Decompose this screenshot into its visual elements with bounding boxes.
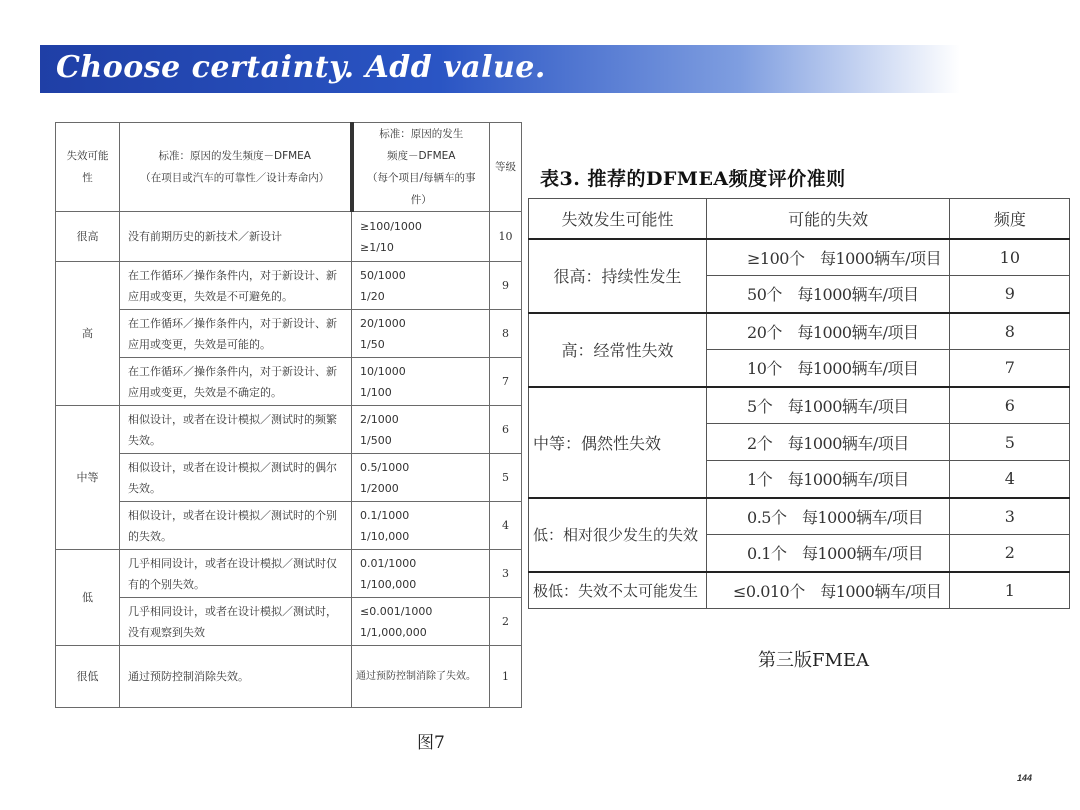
criteria-cell: 相似设计，或者在设计模拟／测试时的频繁失效。 xyxy=(120,406,352,454)
grade-cell: 7 xyxy=(490,358,522,406)
rate-value: 0.01/1000 xyxy=(360,556,417,570)
header-criteria-line1: 标准：原因的发生频度－DFMEA xyxy=(158,150,311,162)
rate-value: 1/10,000 xyxy=(360,529,410,543)
rate-value: 1/100,000 xyxy=(360,577,417,591)
rate-value: 1/1,000,000 xyxy=(360,625,427,639)
rate-cell xyxy=(352,550,490,598)
grade-cell: 8 xyxy=(490,310,522,358)
rate-cell xyxy=(352,502,490,550)
failure-cell: 2个 每1000辆车/项目 xyxy=(707,424,950,461)
grade-cell: 5 xyxy=(490,454,522,502)
header-likelihood: 失效可能性 xyxy=(56,123,120,212)
criteria-cell: 相似设计，或者在设计模拟／测试时的个别的失效。 xyxy=(120,502,352,550)
rate-cell xyxy=(352,646,490,708)
header-rate-line1: 标准：原因的发生 xyxy=(379,128,464,140)
rate-value: ≥1/10 xyxy=(360,240,394,254)
grade-cell: 9 xyxy=(490,262,522,310)
grade-cell: 1 xyxy=(490,646,522,708)
header-likelihood: 失效发生可能性 xyxy=(529,199,707,239)
page-number: 144 xyxy=(1017,773,1033,783)
category-very-high: 很高：持续性发生 xyxy=(529,239,707,313)
rate-value: 2/1000 xyxy=(360,412,399,426)
category-very-high: 很高 xyxy=(56,212,120,262)
failure-cell: 5个 每1000辆车/项目 xyxy=(707,387,950,424)
rank-cell: 8 xyxy=(950,313,1070,350)
criteria-cell: 在工作循环／操作条件内，对于新设计、新应用或变更，失效是不确定的。 xyxy=(120,358,352,406)
rank-cell: 3 xyxy=(950,498,1070,535)
category-low: 低：相对很少发生的失效 xyxy=(529,498,707,572)
figure-caption: 图7 xyxy=(417,733,445,753)
dfmea-occurrence-table-4th xyxy=(55,122,522,708)
criteria-cell: 在工作循环／操作条件内，对于新设计、新应用或变更，失效是可能的。 xyxy=(120,310,352,358)
header-rate xyxy=(352,123,490,212)
rank-cell: 2 xyxy=(950,535,1070,572)
header-failures: 可能的失效 xyxy=(707,199,950,239)
rate-value: 1/100 xyxy=(360,385,392,399)
failure-cell: 1个 每1000辆车/项目 xyxy=(707,461,950,498)
rate-cell xyxy=(352,262,490,310)
failure-cell: 20个 每1000辆车/项目 xyxy=(707,313,950,350)
category-medium: 中等 xyxy=(56,406,120,550)
rate-cell xyxy=(352,212,490,262)
rate-value: ≥100/1000 xyxy=(360,219,422,233)
grade-cell: 2 xyxy=(490,598,522,646)
rank-cell: 6 xyxy=(950,387,1070,424)
failure-cell: 0.1个 每1000辆车/项目 xyxy=(707,535,950,572)
criteria-cell: 几乎相同设计，或者在设计模拟／测试时仅有的个别失效。 xyxy=(120,550,352,598)
failure-cell: 0.5个 每1000辆车/项目 xyxy=(707,498,950,535)
rate-cell xyxy=(352,310,490,358)
grade-cell: 4 xyxy=(490,502,522,550)
grade-cell: 10 xyxy=(490,212,522,262)
rate-cell xyxy=(352,454,490,502)
rank-cell: 9 xyxy=(950,276,1070,313)
category-high: 高 xyxy=(56,262,120,406)
category-very-low: 很低 xyxy=(56,646,120,708)
header-rate-line3: （每个项目/每辆车的事件） xyxy=(366,172,476,206)
rank-cell: 1 xyxy=(950,572,1070,609)
rank-cell: 7 xyxy=(950,350,1070,387)
rate-cell xyxy=(352,598,490,646)
rate-value: 20/1000 xyxy=(360,316,406,330)
failure-cell: 50个 每1000辆车/项目 xyxy=(707,276,950,313)
category-low: 低 xyxy=(56,550,120,646)
rate-value: 0.1/1000 xyxy=(360,508,410,522)
rate-value: ≤0.001/1000 xyxy=(360,604,433,618)
header-rate-line2: 频度－DFMEA xyxy=(386,150,456,162)
rate-value: 0.5/1000 xyxy=(360,460,410,474)
rate-value: 1/500 xyxy=(360,433,392,447)
rate-value: 通过预防控制消除了失效。 xyxy=(356,671,476,682)
header-rank: 频度 xyxy=(950,199,1070,239)
grade-cell: 3 xyxy=(490,550,522,598)
category-medium: 中等：偶然性失效 xyxy=(529,387,707,498)
failure-cell: 10个 每1000辆车/项目 xyxy=(707,350,950,387)
title-banner xyxy=(40,45,1040,93)
category-very-low: 极低：失效不太可能发生 xyxy=(529,572,707,609)
rate-cell xyxy=(352,358,490,406)
dfmea-occurrence-table-3rd xyxy=(528,198,1070,609)
rate-value: 50/1000 xyxy=(360,268,406,282)
criteria-cell: 没有前期历史的新技术／新设计 xyxy=(120,212,352,262)
failure-cell: ≥100个 每1000辆车/项目 xyxy=(707,239,950,276)
category-high: 高：经常性失效 xyxy=(529,313,707,387)
rate-value: 1/50 xyxy=(360,337,385,351)
header-criteria-line2: （在项目或汽车的可靠性／设计寿命内） xyxy=(140,172,330,184)
grade-cell: 6 xyxy=(490,406,522,454)
table-title: 表3. 推荐的DFMEA频度评价准则 xyxy=(540,168,846,190)
rate-value: 1/20 xyxy=(360,289,385,303)
rank-cell: 5 xyxy=(950,424,1070,461)
failure-cell: ≤0.010个 每1000辆车/项目 xyxy=(707,572,950,609)
rate-value: 1/2000 xyxy=(360,481,399,495)
criteria-cell: 在工作循环／操作条件内，对于新设计、新应用或变更，失效是不可避免的。 xyxy=(120,262,352,310)
criteria-cell: 相似设计，或者在设计模拟／测试时的偶尔失效。 xyxy=(120,454,352,502)
edition-caption: 第三版FMEA xyxy=(758,650,870,671)
rate-cell xyxy=(352,406,490,454)
rate-value: 10/1000 xyxy=(360,364,406,378)
rank-cell: 4 xyxy=(950,461,1070,498)
rank-cell: 10 xyxy=(950,239,1070,276)
slide-title: Choose certainty. Add value. xyxy=(56,50,546,85)
header-criteria xyxy=(120,123,352,212)
criteria-cell: 通过预防控制消除失效。 xyxy=(120,646,352,708)
header-grade: 等级 xyxy=(490,123,522,212)
criteria-cell: 几乎相同设计，或者在设计模拟／测试时，没有观察到失效 xyxy=(120,598,352,646)
